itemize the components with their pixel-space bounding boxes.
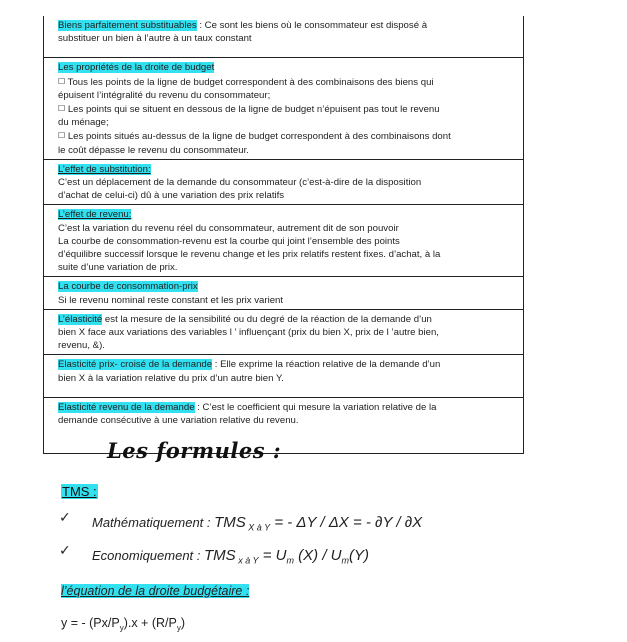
checkbox-icon: ☐ [58, 104, 66, 114]
checkbox-icon: ☐ [58, 76, 66, 86]
def-text: suite d’une variation de prix. [58, 262, 178, 274]
droite-budgetaire-label: l’équation de la droite budgétaire : [61, 584, 250, 598]
formules-title: Les formules : [107, 438, 282, 463]
def-text: du ménage; [58, 117, 109, 129]
check-icon: ✓ [59, 543, 71, 559]
def-text: C’est un déplacement de la demande du consommateur (c’est-à-dire de la disposition [58, 177, 422, 189]
def-text: Les points qui se situent en dessous de la ligne de budget n’épuisent pas tout le revenu [65, 104, 440, 116]
formula-mathematiquement [92, 514, 422, 533]
formula-subscript: m [286, 555, 294, 566]
def-biens-substituables [44, 16, 523, 58]
def-text: est la mesure de la sensibilité ou du degré de la réaction de la demande d’un [102, 313, 432, 325]
def-text: : C’est le coefficient qui mesure la variation relative de la [194, 401, 437, 413]
def-effet-revenu [44, 205, 523, 277]
tms-symbol: TMS [204, 547, 236, 564]
def-text: bien X face aux variations des variables l ’ influençant (prix du bien X, prix de l ’autre bien, [58, 327, 439, 339]
def-text: d’achat de celui-ci) dû à une variation des prix relatifs [58, 190, 285, 202]
formula-economiquement [92, 547, 369, 566]
def-text: bien X à la variation relative du prix d’un autre bien Y. [58, 372, 284, 384]
term-biens-substituables: Biens parfaitement substituables [58, 20, 197, 31]
section-title: L’effet de substitution: [58, 163, 151, 175]
def-text: revenu, &). [58, 340, 105, 352]
equation-subscript: y [119, 623, 124, 633]
section-title: Les propriétés de la droite de budget [58, 62, 215, 74]
def-effet-substitution [44, 160, 523, 206]
formula-subscript: X à Y [245, 522, 271, 533]
def-text: demande consécutive à une variation relative du revenu. [58, 415, 299, 427]
equation-part: ).x + (R/P [123, 616, 177, 630]
definitions-table [43, 16, 524, 454]
check-icon: ✓ [59, 510, 71, 526]
equation-part: ) [180, 616, 186, 630]
formula-subscript: x à Y [235, 555, 259, 566]
section-title: La courbe de consommation-prix [58, 281, 198, 293]
def-text: le coût dépasse le revenu du consommateur. [58, 144, 249, 156]
formula-expression: = - ΔY / ΔX = - ∂Y / ∂X [270, 514, 423, 531]
def-text: : Elle exprime la réaction relative de la demande d’un [212, 359, 441, 371]
def-proprietes-droite-budget [44, 58, 523, 159]
def-text: La courbe de consommation-revenu est la courbe qui joint l’ensemble des points [58, 235, 400, 247]
def-text: Tous les points de la ligne de budget correspondent à des combinaisons des biens qui [65, 76, 434, 88]
formula-label: Economiquement : [92, 548, 205, 563]
def-text: : Ce sont les biens où le consommateur est disposé à [196, 20, 428, 31]
def-text: Les points situés au-dessus de la ligne de budget correspondent à des combinaisons dont [65, 131, 451, 143]
term-elasticite: L’élasticité [58, 313, 103, 325]
term-elasticite-croisee: Elasticité prix- croisé de la demande [58, 359, 213, 371]
budget-equation [61, 616, 185, 633]
formula-part: (X) / U [293, 547, 342, 564]
equation-part: y = - (Px/P [61, 616, 120, 630]
def-text: Si le revenu nominal reste constant et les prix varient [58, 294, 284, 306]
def-text: substituer un bien à l’autre à un taux constant [58, 33, 252, 45]
formula-part: (Y) [348, 547, 369, 564]
def-elasticite-croisee [44, 355, 523, 397]
term-elasticite-revenu: Elasticité revenu de la demande [58, 401, 195, 413]
checkbox-icon: ☐ [58, 131, 66, 141]
def-text: d’équilibre successif lorsque le revenu change et les prix relatifs restent fixes. d’achat, à la [58, 249, 441, 261]
equation-subscript: y [176, 623, 181, 633]
def-text: C’est la variation du revenu réel du consommateur, autrement dit de son pouvoir [58, 222, 399, 234]
formula-label: Mathématiquement : [92, 515, 215, 530]
def-courbe-consommation-prix [44, 277, 523, 309]
section-title: L’effet de revenu: [58, 209, 132, 221]
def-text: épuisent l’intégralité du revenu du consommateur; [58, 89, 271, 101]
tms-label: TMS : [62, 484, 97, 499]
def-elasticite [44, 310, 523, 356]
formula-subscript: m [341, 555, 349, 566]
tms-symbol: TMS [214, 514, 246, 531]
formula-part: = U [258, 547, 287, 564]
